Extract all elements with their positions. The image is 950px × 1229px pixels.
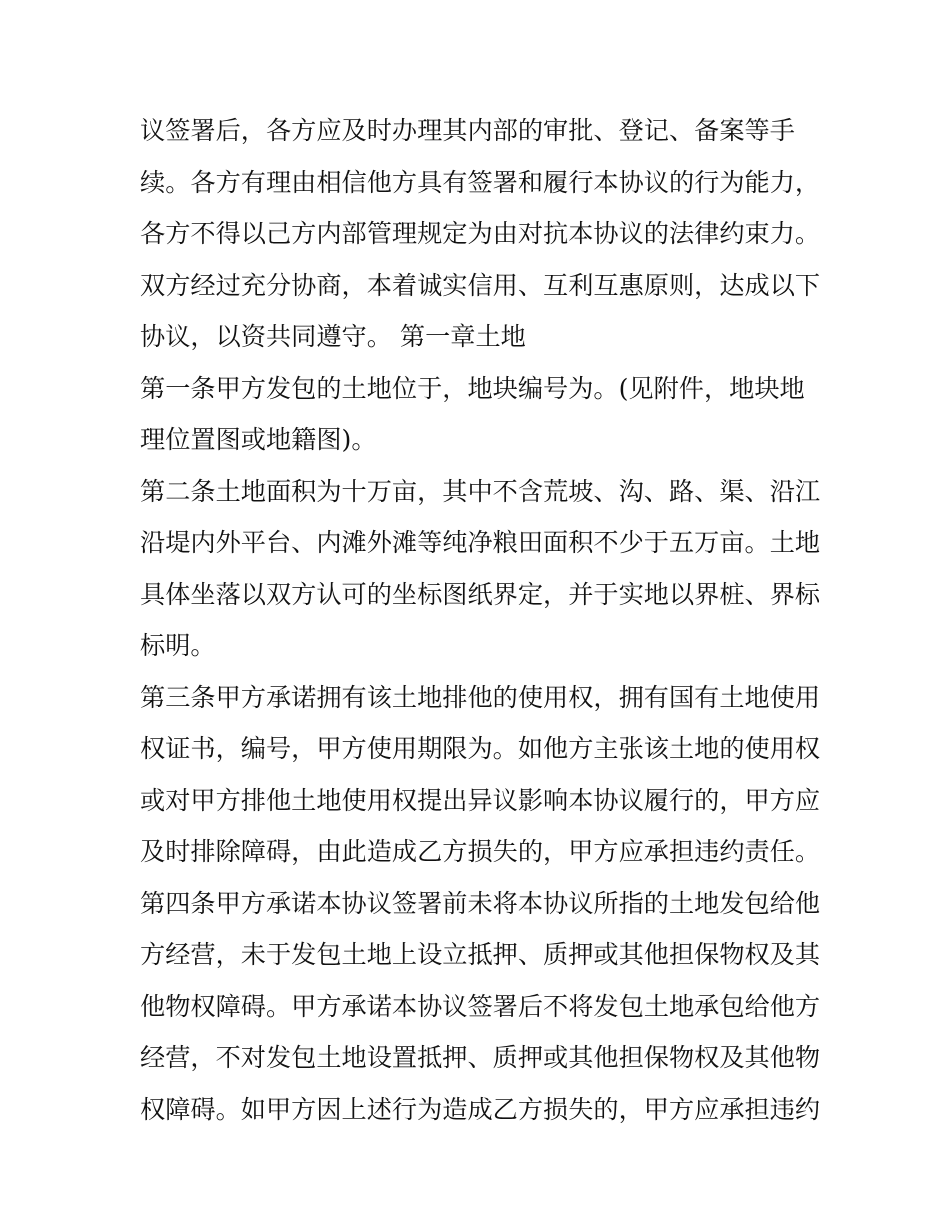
text-line: 议签署后，各方应及时办理其内部的审批、登记、备案等手 (140, 116, 795, 145)
text-line: 及时排除障碍，由此造成乙方损失的，甲方应承担违约责任。 (140, 837, 821, 866)
document-body (140, 105, 820, 1135)
text-line: 沿堤内外平台、内滩外滩等纯净粮田面积不少于五万亩。土地 (140, 528, 821, 557)
text-line: 标明。 (140, 631, 216, 660)
paragraph-approval-clause (140, 105, 820, 363)
text-line: 第三条甲方承诺拥有该土地排他的使用权，拥有国有土地使用 (140, 682, 821, 712)
text-line: 各方不得以己方内部管理规定为由对抗本协议的法律约束力。 (140, 219, 821, 248)
text-line: 双方经过充分协商，本着诚实信用、互利互惠原则，达成以下 (140, 270, 821, 300)
paragraph-article-3 (140, 672, 820, 878)
text-line: 第四条甲方承诺本协议签署前未将本协议所指的土地发包给他 (140, 888, 821, 918)
paragraph-article-4 (140, 878, 820, 1136)
text-line: 第二条土地面积为十万亩，其中不含荒坡、沟、路、渠、沿江 (140, 476, 821, 506)
text-line: 协议，以资共同遵守。 第一章土地 (140, 322, 526, 351)
text-line: 方经营，未于发包土地上设立抵押、质押或其他担保物权及其 (140, 940, 821, 969)
text-line: 理位置图或地籍图)。 (140, 425, 377, 454)
text-line: 具体坐落以双方认可的坐标图纸界定，并于实地以界桩、界标 (140, 579, 821, 609)
text-line: 权障碍。如甲方因上述行为造成乙方损失的，甲方应承担违约 (140, 1094, 821, 1124)
paragraph-article-2 (140, 466, 820, 672)
text-line: 经营，不对发包土地设置抵押、质押或其他担保物权及其他物 (140, 1043, 821, 1072)
text-line: 或对甲方排他土地使用权提出异议影响本协议履行的，甲方应 (140, 785, 821, 815)
text-line: 第一条甲方发包的土地位于，地块编号为。(见附件，地块地 (140, 373, 805, 403)
text-line: 续。各方有理由相信他方具有签署和履行本协议的行为能力， (140, 167, 821, 197)
text-line: 他物权障碍。甲方承诺本协议签署后不将发包土地承包给他方 (140, 991, 821, 1021)
paragraph-article-1 (140, 363, 820, 466)
text-line: 权证书，编号，甲方使用期限为。如他方主张该土地的使用权 (140, 734, 821, 763)
